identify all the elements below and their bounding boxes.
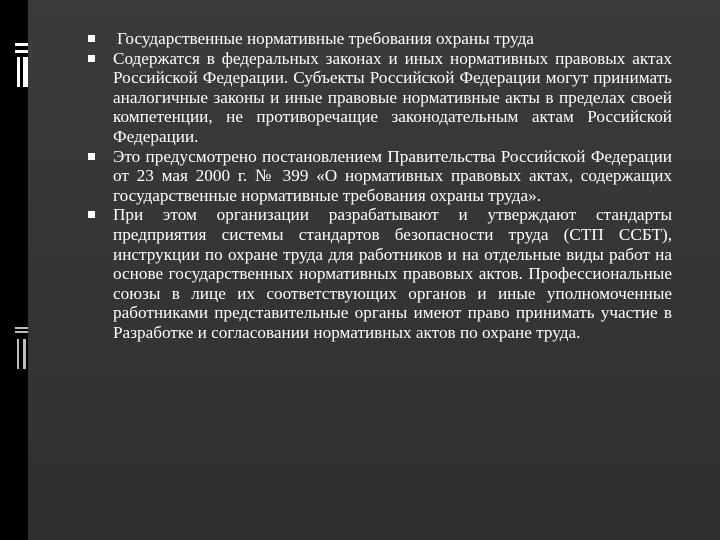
bullet-marker-icon — [88, 35, 95, 42]
bullet-text: При этом организации разрабатывают и утверждают стандарты предприятия системы стандартов безопасности труда (СТП ССБТ), инструкции по охране труда для работников и на отдельные виды работ на основе государственных нормативных правовых актов. Профессиональные союзы в лице их соответствующих органов и иные уполномоченные работниками представительные органы имеют право принимать участие в Разработке и согласовании нормативных актов по охране труда. — [113, 205, 672, 342]
bullet-item — [88, 49, 672, 147]
decor-bar — [15, 331, 28, 333]
decor-bar — [15, 50, 28, 53]
bullet-text: Государственные нормативные требования охраны труда — [117, 29, 534, 48]
bullet-marker-icon — [88, 55, 95, 62]
bullet-text: Содержатся в федеральных законах и иных нормативных правовых актах Российской Федерации. Субъекты Российской Федерации могут принимать аналогичные законы и иные правовые нормативные акты в пределах своей компетенции, не противоречащие законодательным актам Российской Федерации. — [113, 48, 672, 146]
decorative-bars — [0, 0, 28, 540]
bullet-text: Это предусмотрено постановлением Правительства Российской Федерации от 23 мая 2000 г. № 399 «О нормативных правовых актах, содержащих государственные нормативные требования охраны труда». — [113, 146, 672, 205]
bullet-item — [88, 205, 672, 342]
bullet-list — [88, 29, 672, 343]
decor-bar — [15, 43, 28, 46]
bullet-marker-icon — [88, 153, 95, 160]
bullet-marker-icon — [88, 211, 95, 218]
decor-bar — [17, 339, 19, 369]
bullet-item — [88, 29, 672, 49]
decor-bar — [23, 339, 26, 369]
decor-bar — [15, 327, 28, 329]
bullet-item — [88, 147, 672, 206]
decor-bar — [17, 57, 20, 87]
